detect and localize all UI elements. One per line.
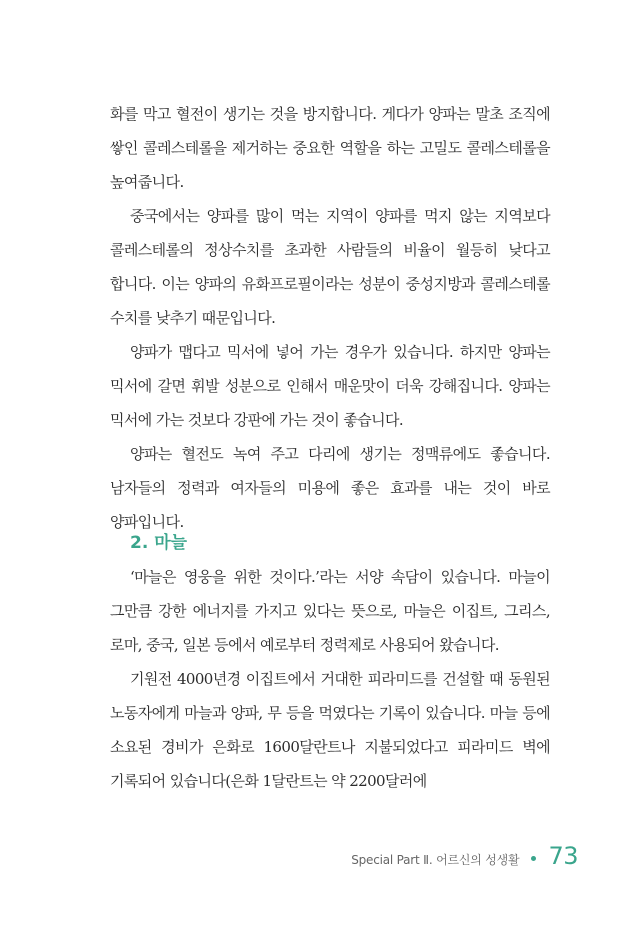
page-number: 73 bbox=[548, 842, 578, 870]
running-footer-label: Special Part Ⅱ. 어르신의 성생활 bbox=[351, 853, 520, 867]
paragraph: 양파는 혈전도 녹여 주고 다리에 생기는 정맥류에도 좋습니다. 남자들의 정력과 여자들의 미용에 좋은 효과를 내는 것이 바로 양파입니다. bbox=[110, 445, 550, 531]
body-text-after bbox=[110, 560, 550, 798]
paragraph: ‘마늘은 영웅을 위한 것이다.’라는 서양 속담이 있습니다. 마늘이 그만큼 강한 에너지를 가지고 있다는 뜻으로, 마늘은 이집트, 그리스, 로마, 중국, 일본 등에서 예로부터 정력제로 사용되어 왔습니다. bbox=[110, 568, 550, 654]
footer-dot-icon bbox=[531, 856, 536, 861]
section-heading: 2. 마늘 bbox=[130, 533, 188, 553]
paragraph: 화를 막고 혈전이 생기는 것을 방지합니다. 게다가 양파는 말초 조직에 쌓인 콜레스테롤을 제거하는 중요한 역할을 하는 고밀도 콜레스테롤을 높여줍니다. bbox=[110, 105, 550, 191]
paragraph: 중국에서는 양파를 많이 먹는 지역이 양파를 먹지 않는 지역보다 콜레스테롤의 정상수치를 초과한 사람들의 비율이 월등히 낮다고 합니다. 이는 양파의 유화프로필이라는 성분이 중성지방과 콜레스테롤 수치를 낮추기 때문입니다. bbox=[110, 207, 550, 327]
paragraph: 기원전 4000년경 이집트에서 거대한 피라미드를 건설할 때 동원된 노동자에게 마늘과 양파, 무 등을 먹였다는 기록이 있습니다. 마늘 등에 소요된 경비가 은화로 1600달란트나 지불되었다고 피라미드 벽에 기록되어 있습니다(은화 1달란트는 약 2200달러에 bbox=[110, 670, 550, 790]
paragraph: 양파가 맵다고 믹서에 넣어 가는 경우가 있습니다. 하지만 양파는 믹서에 갈면 휘발 성분으로 인해서 매운맛이 더욱 강해집니다. 양파는 믹서에 가는 것보다 강판에 가는 것이 좋습니다. bbox=[110, 343, 550, 429]
page-footer bbox=[351, 842, 578, 870]
body-text-before bbox=[110, 97, 550, 539]
